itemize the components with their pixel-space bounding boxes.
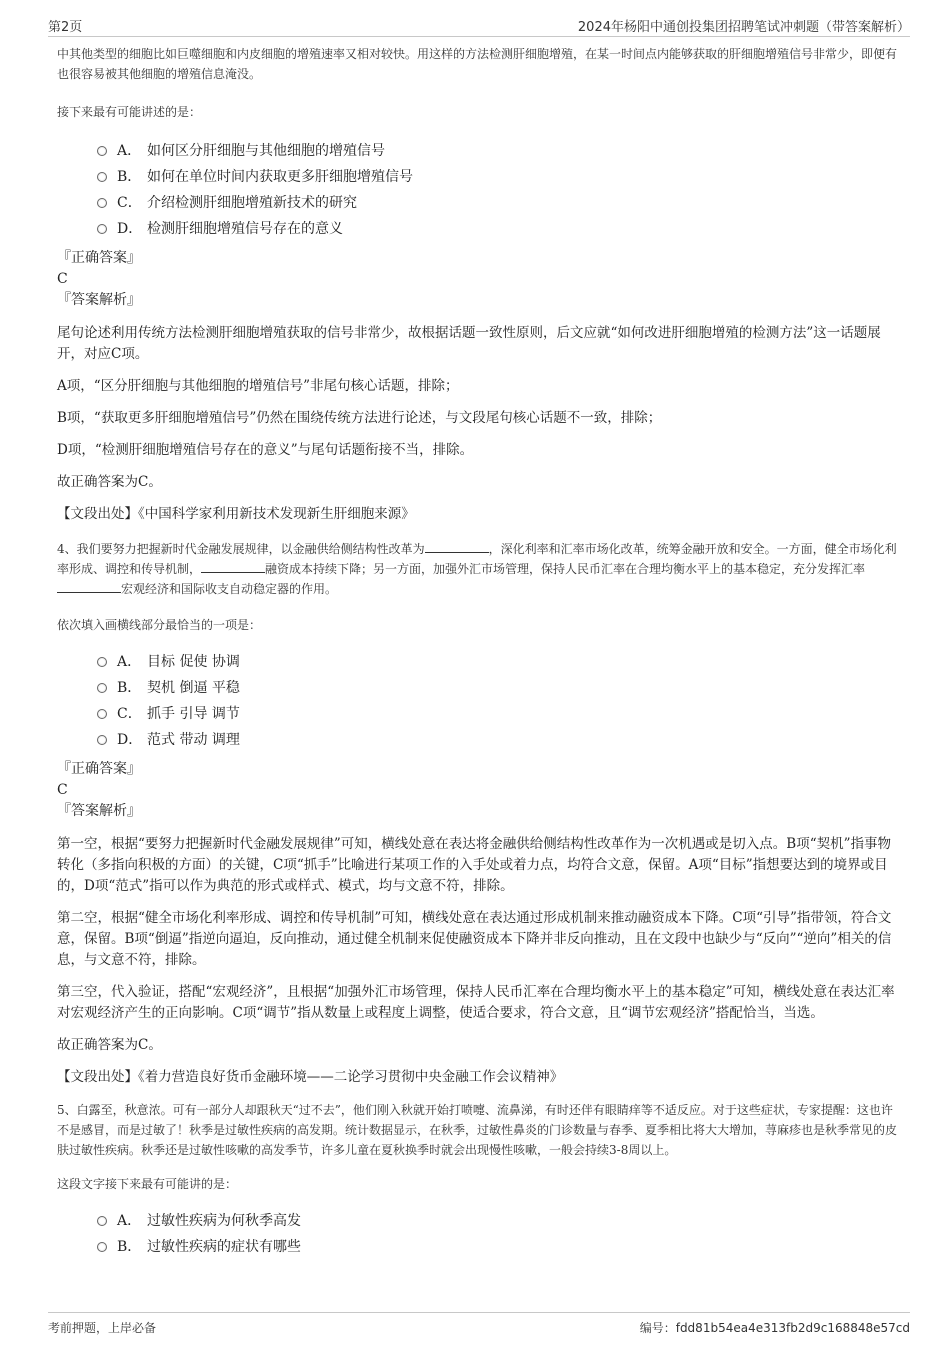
q3-analysis-label: 『答案解析』 <box>57 292 141 308</box>
q4-analysis-2: 第二空，根据“健全市场化利率形成、调控和传导机制”可知，横线处意在表达通过形成机制来推动融资成本下降。C项“引导”指带领，符合文意，保留。B项“倒逼”指逆向逼迫，反向推动，通过健全机制来促使融资成本下降并非反向推动，且在文段中也缺少与“反向”“逆向”相关的信息，与文意不符，排除。 <box>57 910 892 968</box>
radio-icon[interactable] <box>97 657 107 667</box>
q5-option-b[interactable]: B． 过敏性疾病的症状有哪些 <box>97 1234 897 1260</box>
q3-source: 【文段出处】《中国科学家利用新技术发现新生肝细胞来源》 <box>57 506 415 522</box>
q5-option-a[interactable]: A． 过敏性疾病为何秋季高发 <box>97 1208 897 1234</box>
q3-analysis-3: B项，“获取更多肝细胞增殖信号”仍然在围绕传统方法进行论述，与文段尾句核心话题不一致，排除； <box>57 410 662 426</box>
q5-prompt: 这段文字接下来最有可能讲的是： <box>57 1177 238 1191</box>
document-body <box>57 44 897 1260</box>
q3-analysis-5: 故正确答案为C。 <box>57 474 162 490</box>
q4-analysis-3: 第三空，代入验证，搭配“宏观经济”，且根据“加强外汇市场管理，保持人民币汇率在合理均衡水平上的基本稳定”可知，横线处意在表达汇率对宏观经济产生的正向影响。C项“调节”指从数量上或程度上调整，使适合要求，符合文意，且“调节宏观经济”搭配恰当，当选。 <box>57 984 895 1021</box>
radio-icon[interactable] <box>97 198 107 208</box>
q4-analysis-4: 故正确答案为C。 <box>57 1037 162 1053</box>
q3-analysis-4: D项，“检测肝细胞增殖信号存在的意义”与尾句话题衔接不当，排除。 <box>57 442 474 458</box>
q4-prompt: 依次填入画横线部分最恰当的一项是： <box>57 618 262 632</box>
q3-answer-label: 『正确答案』 <box>57 250 141 266</box>
q4-source: 【文段出处】《着力营造良好货币金融环境——二论学习贯彻中央金融工作会议精神》 <box>57 1069 564 1085</box>
radio-icon[interactable] <box>97 172 107 182</box>
q4-options <box>97 649 897 753</box>
radio-icon[interactable] <box>97 224 107 234</box>
blank-1 <box>425 540 489 553</box>
q4-passage: 4、我们要努力把握新时代金融发展规律，以金融供给侧结构性改革为 ，深化利率和汇率市场化改革，统筹金融开放和安全。一方面，健全市场化利率形成、调控和传导机制， 融资成本持续下降；另一方面，加强外汇市场管理，保持人民币汇率在合理均衡水平上的基本稳定，充分发挥汇率宏观经济和国际收支自动稳定器的作用。 <box>57 542 897 596</box>
radio-icon[interactable] <box>97 1216 107 1226</box>
page-footer <box>48 1312 910 1341</box>
q3-analysis-1: 尾句论述利用传统方法检测肝细胞增殖获取的信号非常少，故根据话题一致性原则，后文应就“如何改进肝细胞增殖的检测方法”这一话题展开，对应C项。 <box>57 325 881 362</box>
document-title: 2024年杨阳中通创投集团招聘笔试冲刺题（带答案解析） <box>577 20 910 35</box>
q4-analysis-label: 『答案解析』 <box>57 803 141 819</box>
radio-icon[interactable] <box>97 683 107 693</box>
q4-option-b[interactable]: B． 契机 倒逼 平稳 <box>97 675 897 701</box>
q4-option-c[interactable]: C． 抓手 引导 调节 <box>97 701 897 727</box>
radio-icon[interactable] <box>97 146 107 156</box>
q4-analysis-1: 第一空，根据“要努力把握新时代金融发展规律”可知，横线处意在表达将金融供给侧结构性改革作为一次机遇或是切入点。B项“契机”指事物转化（多指向积极的方面）的关键，C项“抓手”比喻进行某项工作的入手处或着力点，均符合文意，保留。A项“目标”指想要达到的境界或目的，D项“范式”指可以作为典范的形式或样式、模式，均与文意不符，排除。 <box>57 836 892 894</box>
q3-options <box>97 138 897 242</box>
page-header <box>48 0 910 37</box>
q3-prompt: 接下来最有可能讲述的是： <box>57 105 202 119</box>
q3-option-c[interactable]: C． 介绍检测肝细胞增殖新技术的研究 <box>97 190 897 216</box>
footer-slogan: 考前押题，上岸必备 <box>48 1321 157 1335</box>
radio-icon[interactable] <box>97 709 107 719</box>
q3-analysis-2: A项，“区分肝细胞与其他细胞的增殖信号”非尾句核心话题，排除； <box>57 378 459 394</box>
radio-icon[interactable] <box>97 735 107 745</box>
blank-2 <box>201 560 265 573</box>
document-id: 编号：fdd81b54ea4e313fb2d9c168848e57cd <box>639 1321 910 1335</box>
q4-answer-label: 『正确答案』 <box>57 761 141 777</box>
q4-answer: C <box>57 782 68 798</box>
q5-passage: 5、白露至，秋意浓。可有一部分人却跟秋天“过不去”，他们刚入秋就开始打喷嚏、流鼻涕，有时还伴有眼睛痒等不适反应。对于这些症状，专家提醒：这也许不是感冒，而是过敏了！秋季是过敏性疾病的高发期。统计数据显示，在秋季，过敏性鼻炎的门诊数量与春季、夏季相比将大大增加，荨麻疹也是秋季常见的皮肤过敏性疾病。秋季还是过敏性咳嗽的高发季节，许多儿童在夏秋换季时就会出现慢性咳嗽，一般会持续3-8周以上。 <box>57 1103 898 1157</box>
q3-option-b[interactable]: B． 如何在单位时间内获取更多肝细胞增殖信号 <box>97 164 897 190</box>
q3-passage: 中其他类型的细胞比如巨噬细胞和内皮细胞的增殖速率又相对较快。用这样的方法检测肝细胞增殖，在某一时间点内能够获取的肝细胞增殖信号非常少，即便有也很容易被其他细胞的增殖信息淹没。 <box>57 47 898 81</box>
blank-3 <box>57 580 121 593</box>
q3-option-d[interactable]: D． 检测肝细胞增殖信号存在的意义 <box>97 216 897 242</box>
q3-option-a[interactable]: A． 如何区分肝细胞与其他细胞的增殖信号 <box>97 138 897 164</box>
q4-option-d[interactable]: D． 范式 带动 调理 <box>97 727 897 753</box>
page-number: 第2页 <box>48 20 83 35</box>
q5-options <box>97 1208 897 1260</box>
radio-icon[interactable] <box>97 1242 107 1252</box>
q3-answer: C <box>57 271 68 287</box>
q4-option-a[interactable]: A． 目标 促使 协调 <box>97 649 897 675</box>
